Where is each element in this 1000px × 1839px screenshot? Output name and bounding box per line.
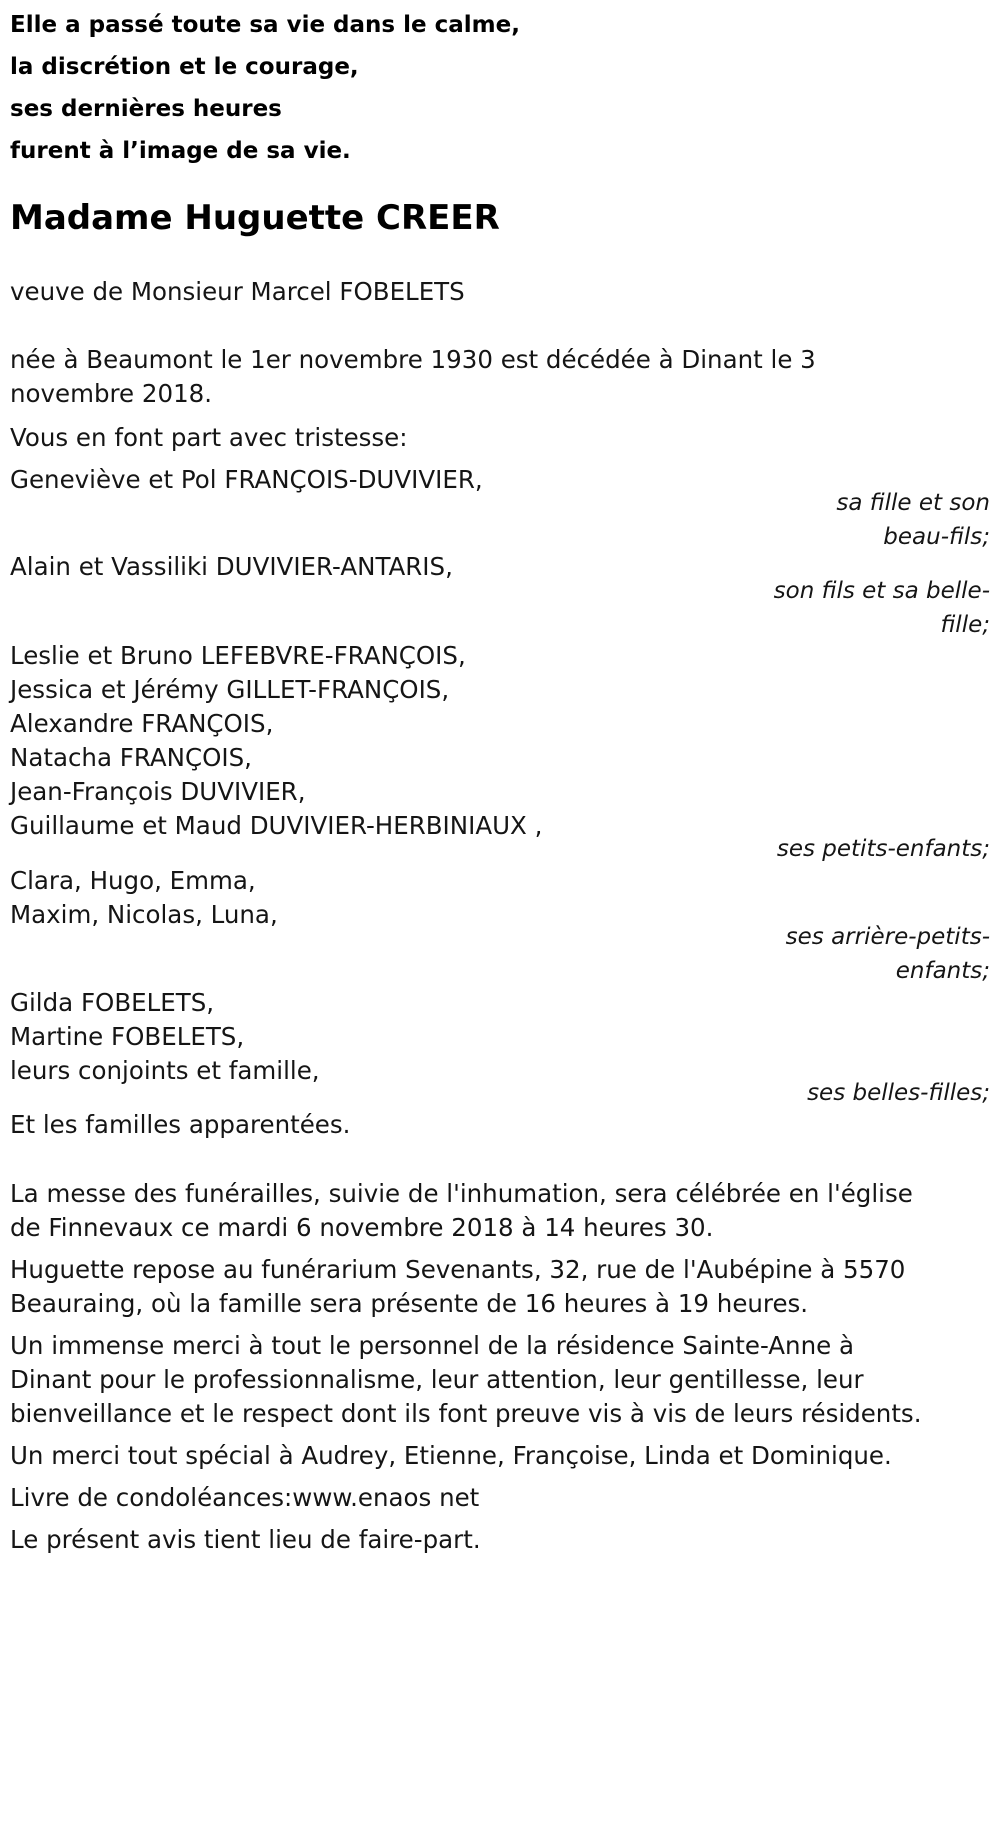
text-line: bienveillance et le respect dont ils font preuve vis à vis de leurs résidents. [10, 1399, 922, 1428]
relation-label: ses arrière-petits- [785, 924, 990, 950]
family-member-name: Leslie et Bruno LEFEBVRE-FRANÇOIS, [10, 641, 466, 670]
text-line: Dinant pour le professionnalisme, leur attention, leur gentillesse, leur [10, 1365, 864, 1394]
relation-label: sa fille et son [836, 490, 990, 516]
family-member-name: Jean-François DUVIVIER, [10, 777, 306, 806]
family-member-name: Gilda FOBELETS, [10, 988, 215, 1017]
family-member-name: Clara, Hugo, Emma, [10, 866, 256, 895]
notice-statement-line: Le présent avis tient lieu de faire-part. [10, 1525, 481, 1554]
family-member-name: Alain et Vassiliki DUVIVIER-ANTARIS, [10, 552, 453, 581]
closing-family-line: Et les familles apparentées. [10, 1110, 351, 1139]
family-member-name: Alexandre FRANÇOIS, [10, 709, 274, 738]
epigraph-line: ses dernières heures [10, 96, 282, 122]
text-line: Un immense merci à tout le personnel de la résidence Sainte-Anne à [10, 1331, 854, 1360]
relation-label: ses petits-enfants; [776, 836, 990, 862]
text-line: Huguette repose au funérarium Sevenants, 32, rue de l'Aubépine à 5570 [10, 1255, 906, 1284]
condolences-line: Livre de condoléances:www.enaos net [10, 1483, 480, 1512]
family-member-name: leurs conjoints et famille, [10, 1056, 320, 1085]
family-member-name: Jessica et Jérémy GILLET-FRANÇOIS, [10, 675, 450, 704]
epigraph-line: Elle a passé toute sa vie dans le calme, [10, 12, 520, 38]
text-line: novembre 2018. [10, 379, 213, 408]
obituary-notice [10, 0, 1000, 1839]
deceased-name: Madame Huguette CREER [10, 198, 500, 238]
text-line: de Finnevaux ce mardi 6 novembre 2018 à 14 heures 30. [10, 1213, 714, 1242]
family-member-name: Maxim, Nicolas, Luna, [10, 900, 278, 929]
family-member-name: Guillaume et Maud DUVIVIER-HERBINIAUX , [10, 811, 543, 840]
relation-label: beau-fils; [883, 524, 990, 550]
family-member-name: Martine FOBELETS, [10, 1022, 245, 1051]
epigraph-line: furent à l’image de sa vie. [10, 138, 351, 164]
family-member-name: Natacha FRANÇOIS, [10, 743, 252, 772]
special-thanks-line: Un merci tout spécial à Audrey, Etienne, Françoise, Linda et Dominique. [10, 1441, 892, 1470]
family-member-name: Geneviève et Pol FRANÇOIS-DUVIVIER, [10, 465, 483, 494]
widow-line: veuve de Monsieur Marcel FOBELETS [10, 277, 465, 306]
relation-label: fille; [940, 612, 990, 638]
announce-line: Vous en font part avec tristesse: [10, 423, 408, 452]
text-line: Beauraing, où la famille sera présente de 16 heures à 19 heures. [10, 1289, 809, 1318]
text-line: La messe des funérailles, suivie de l'inhumation, sera célébrée en l'église [10, 1179, 913, 1208]
relation-label: enfants; [895, 958, 990, 984]
epigraph-line: la discrétion et le courage, [10, 54, 359, 80]
relation-label: ses belles-filles; [807, 1080, 990, 1106]
relation-label: son fils et sa belle- [773, 578, 990, 604]
text-line: née à Beaumont le 1er novembre 1930 est décédée à Dinant le 3 [10, 345, 816, 374]
